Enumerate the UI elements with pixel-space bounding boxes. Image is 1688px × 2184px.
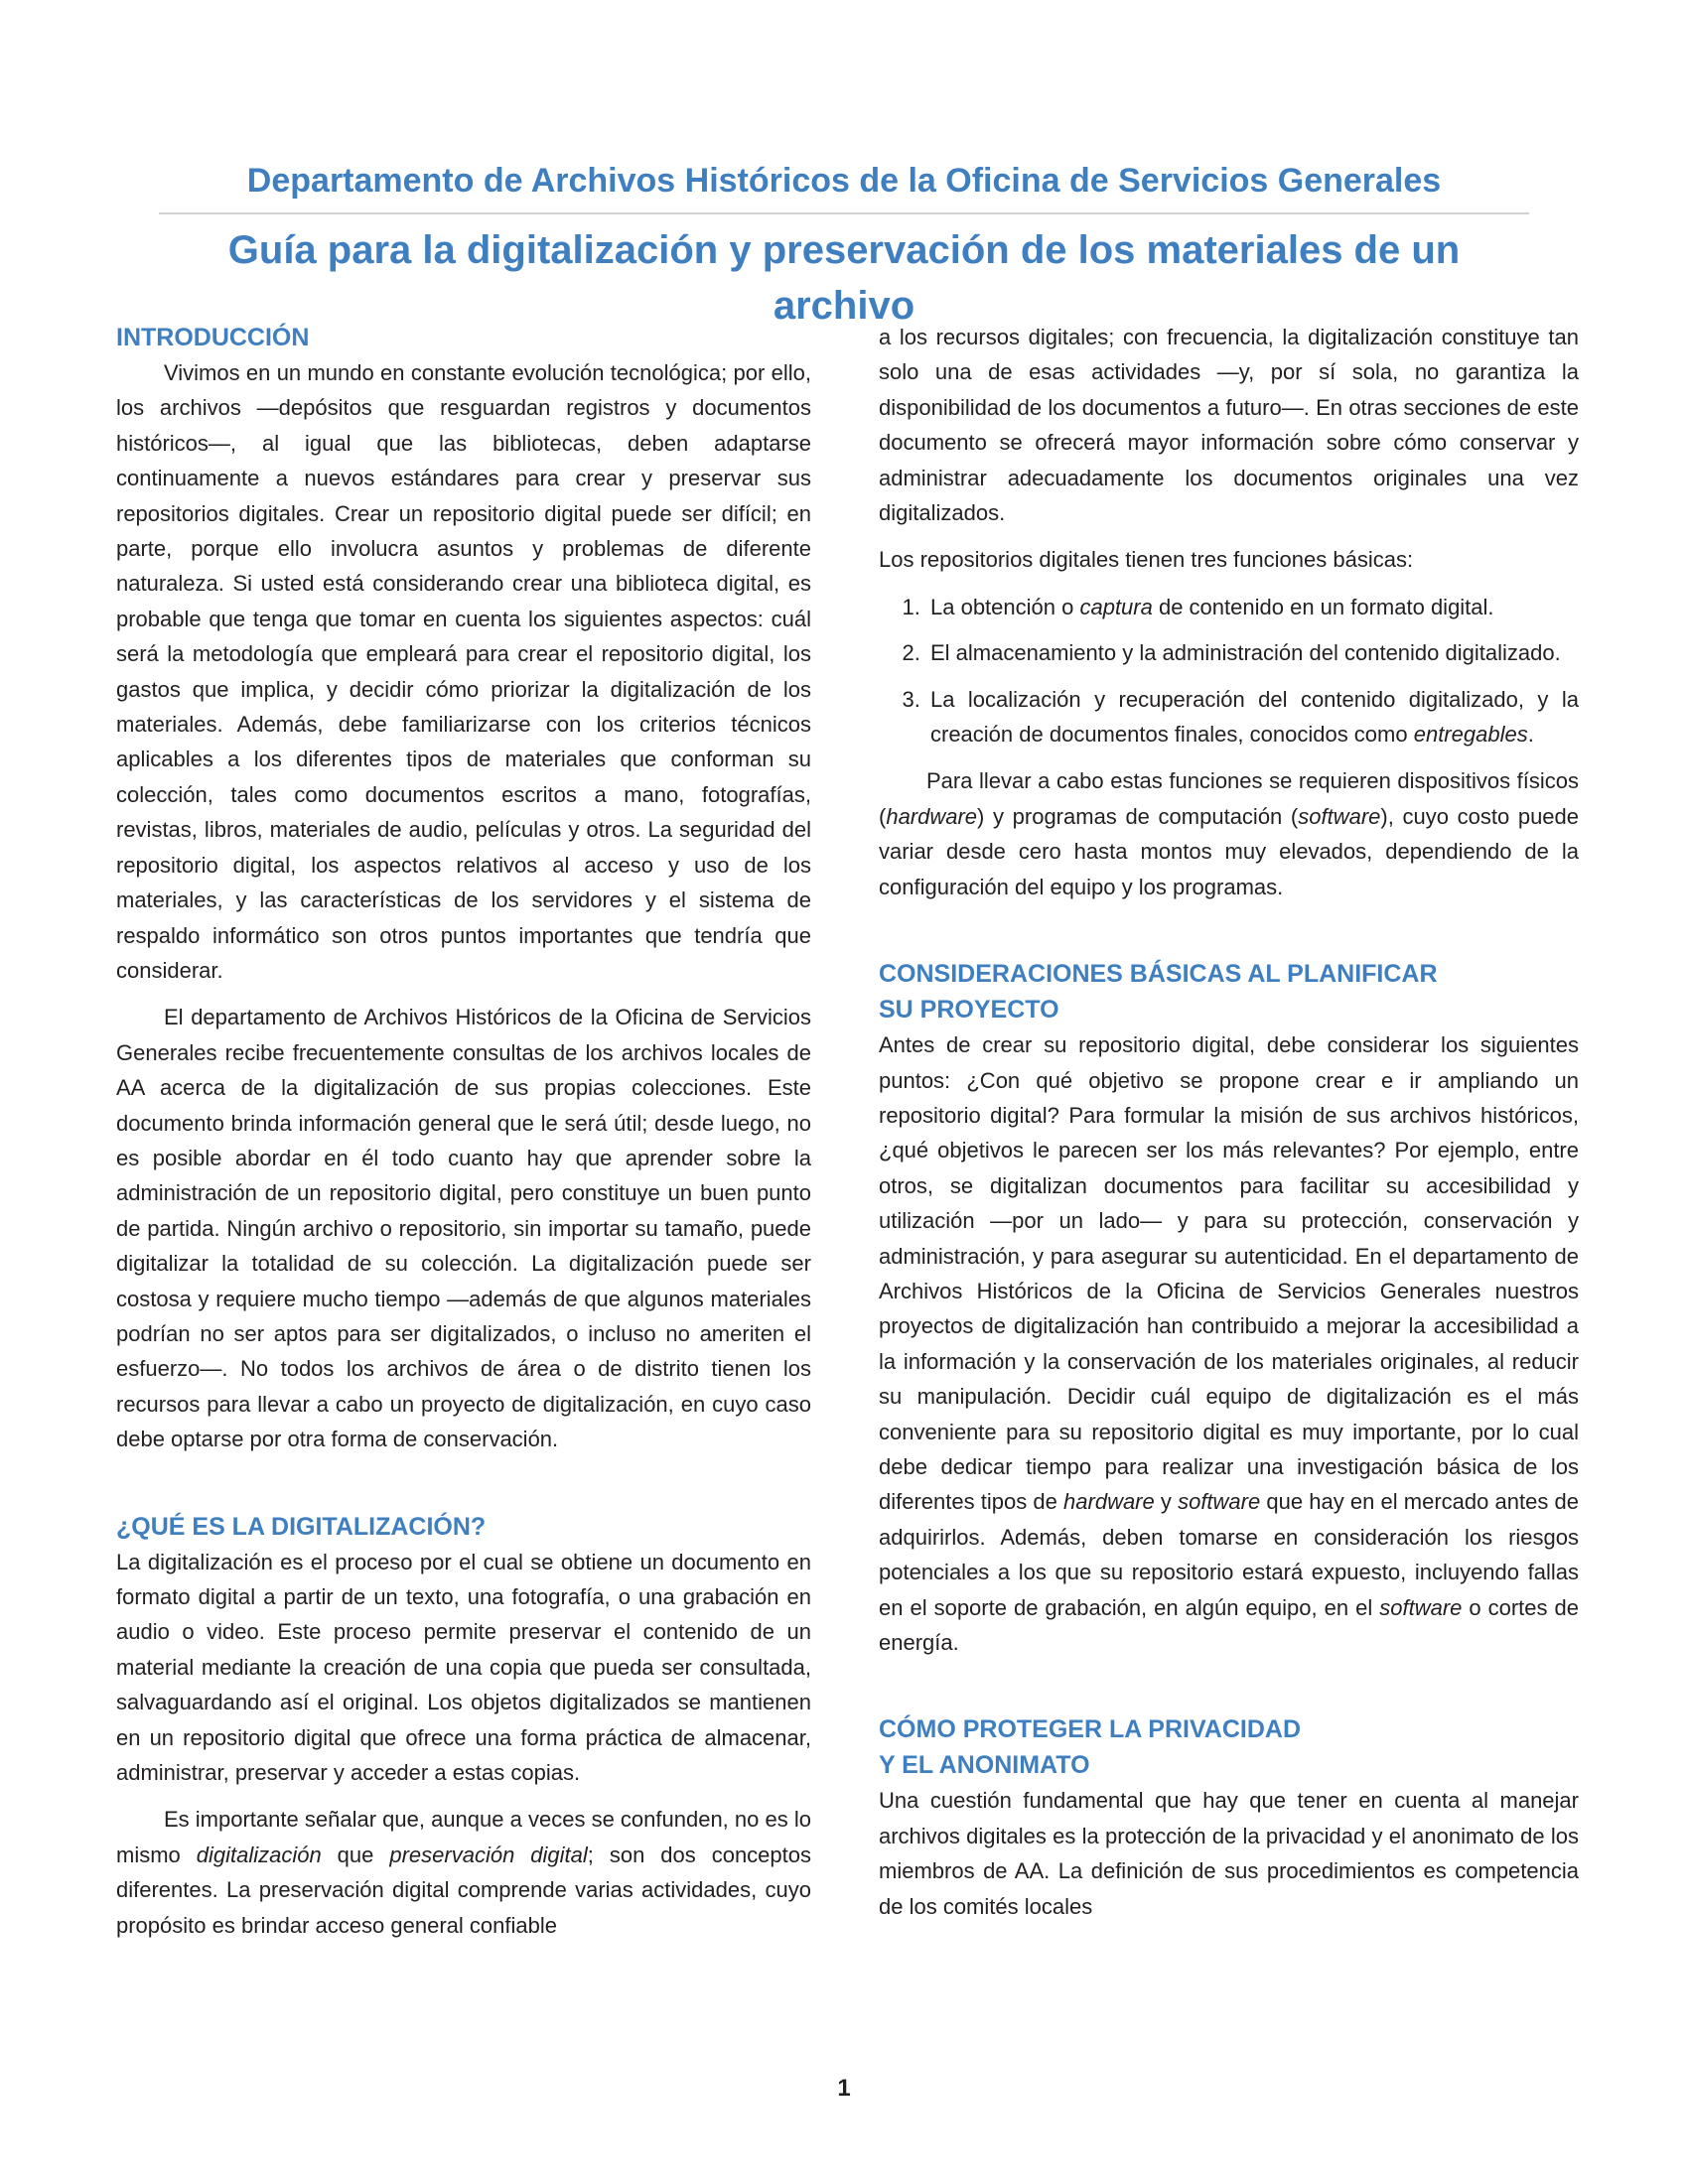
- paragraph: Una cuestión fundamental que hay que tener en cuenta al manejar archivos digitales es la protección de la privacidad y el anonimato de los miembros de AA. La definición de sus procedimientos es competencia de los comités locales: [879, 1788, 1579, 1919]
- section-heading-what-is-digitization: ¿QUÉ ES LA DIGITALIZACIÓN?: [116, 1512, 487, 1541]
- department-title: Departamento de Archivos Históricos de la Oficina de Servicios Generales: [159, 159, 1529, 214]
- paragraph: Vivimos en un mundo en constante evolución tecnológica; por ello, los archivos —depósitos que resguardan registros y documentos históricos—, al igual que las bibliotecas, deben adaptarse continuamente a nuevos estándares para crear y preservar sus repositorios digitales. Crear un repositorio digital puede ser difícil; en parte, porque ello involucra asuntos y problemas de diferente naturaleza. Si usted está considerando crear una biblioteca digital, es probable que tenga que tomar en cuenta los siguientes aspectos: cuál será la metodología que empleará para crear el repositorio digital, los gastos que implica, y decidir cómo priorizar la digitalización de los materiales. Además, debe familiarizarse con los criterios técnicos aplicables a los diferentes tipos de materiales que conforman su colección, tales como documentos escritos a mano, fotografías, revistas, libros, materiales de audio, películas y otros. La seguridad del repositorio digital, los aspectos relativos al acceso y uso de los materiales, y las características de los servidores y el sistema de respaldo informático son otros puntos importantes que tendría que considerar.: [116, 360, 811, 983]
- paragraph: a los recursos digitales; con frecuencia, la digitalización constituye tan solo una de esas actividades —y, por sí sola, no garantiza la disponibilidad de los documentos a futuro—. En otras secciones de este documento se ofrecerá mayor información sobre cómo conservar y administrar adecuadamente los documentos originales una vez digitalizados.: [879, 325, 1579, 526]
- list-item: 3. La localización y recuperación del contenido digitalizado, y la creación de documentos finales, conocidos como entregables.: [926, 682, 1579, 752]
- paragraph: La digitalización es el proceso por el cual se obtiene un documento en formato digital a partir de un texto, una fotografía, o una grabación en audio o video. Este proceso permite preservar el contenido de un material mediante la creación de una copia que pueda ser consultada, salvaguardando así el original. Los objetos digitalizados se mantienen en un repositorio digital que ofrece una forma práctica de almacenar, administrar, preservar y acceder a estas copias.: [116, 1549, 811, 1786]
- page-header: [159, 159, 1529, 334]
- left-column: [116, 320, 811, 1955]
- right-column: [879, 320, 1579, 1936]
- section-heading-planning: CONSIDERACIONES BÁSICAS AL PLANIFICAR SU PROYECTO: [879, 960, 1438, 1024]
- list-item: 1. La obtención o captura de contenido en un formato digital.: [926, 590, 1579, 624]
- paragraph: El departamento de Archivos Históricos de la Oficina de Servicios Generales recibe frecuentemente consultas de los archivos locales de AA acerca de la digitalización de sus propias colecciones. Este documento brinda información general que le será útil; desde luego, no es posible abordar en él todo cuanto hay que aprender sobre la administración de un repositorio digital, pero constituye un buen punto de partida. Ningún archivo o repositorio, sin importar su tamaño, puede digitalizar la totalidad de su colección. La digitalización puede ser costosa y requiere mucho tiempo —además de que algunos materiales podrían no ser aptos para ser digitalizados, o incluso no ameriten el esfuerzo—. No todos los archivos de área o de distrito tienen los recursos para llevar a cabo un proyecto de digitalización, en cuyo caso debe optarse por otra forma de conservación.: [116, 1005, 811, 1452]
- page-number: 1: [837, 2075, 851, 2102]
- list-item: 2. El almacenamiento y la administración del contenido digitalizado.: [926, 635, 1579, 670]
- section-heading-introduction: INTRODUCCIÓN: [116, 324, 310, 351]
- document-title: Guía para la digitalización y preservación de los materiales de un archivo: [227, 228, 1461, 328]
- paragraph: Es importante señalar que, aunque a veces se confunden, no es lo mismo digitalización que preservación digital; son dos conceptos diferentes. La preservación digital comprende varias actividades, cuyo propósito es brindar acceso general confiable: [116, 1807, 812, 1938]
- paragraph: Antes de crear su repositorio digital, debe considerar los siguientes puntos: ¿Con qué objetivo se propone crear e ir ampliando un repositorio digital? Para formular la misión de sus archivos históricos, ¿qué objetivos le parecen ser los más relevantes? Por ejemplo, entre otros, se digitalizan documentos para facilitar su accesibilidad y utilización —por un lado— y para su protección, conservación y administración, y para asegurar su autenticidad. En el departamento de Archivos Históricos de la Oficina de Servicios Generales nuestros proyectos de digitalización han contribuido a mejorar la accesibilidad a la información y la conservación de los materiales originales, al reducir su manipulación. Decidir cuál equipo de digitalización es el más conveniente para su repositorio digital es muy importante, por lo cual debe dedicar tiempo para realizar una investigación básica de los diferentes tipos de hardware y software que hay en el mercado antes de adquirirlos. Además, deben tomarse en consideración los riesgos potenciales a los que su repositorio estará expuesto, incluyendo fallas en el soporte de grabación, en algún equipo, en el software o cortes de energía.: [879, 1032, 1579, 1655]
- paragraph: Los repositorios digitales tienen tres funciones básicas:: [879, 547, 1414, 573]
- section-heading-privacy: CÓMO PROTEGER LA PRIVACIDAD Y EL ANONIMATO: [879, 1715, 1302, 1780]
- paragraph: Para llevar a cabo estas funciones se requieren dispositivos físicos (hardware) y programas de computación (software), cuyo costo puede variar desde cero hasta montos muy elevados, dependiendo de la configuración del equipo y los programas.: [879, 768, 1580, 899]
- functions-list: [879, 590, 1579, 752]
